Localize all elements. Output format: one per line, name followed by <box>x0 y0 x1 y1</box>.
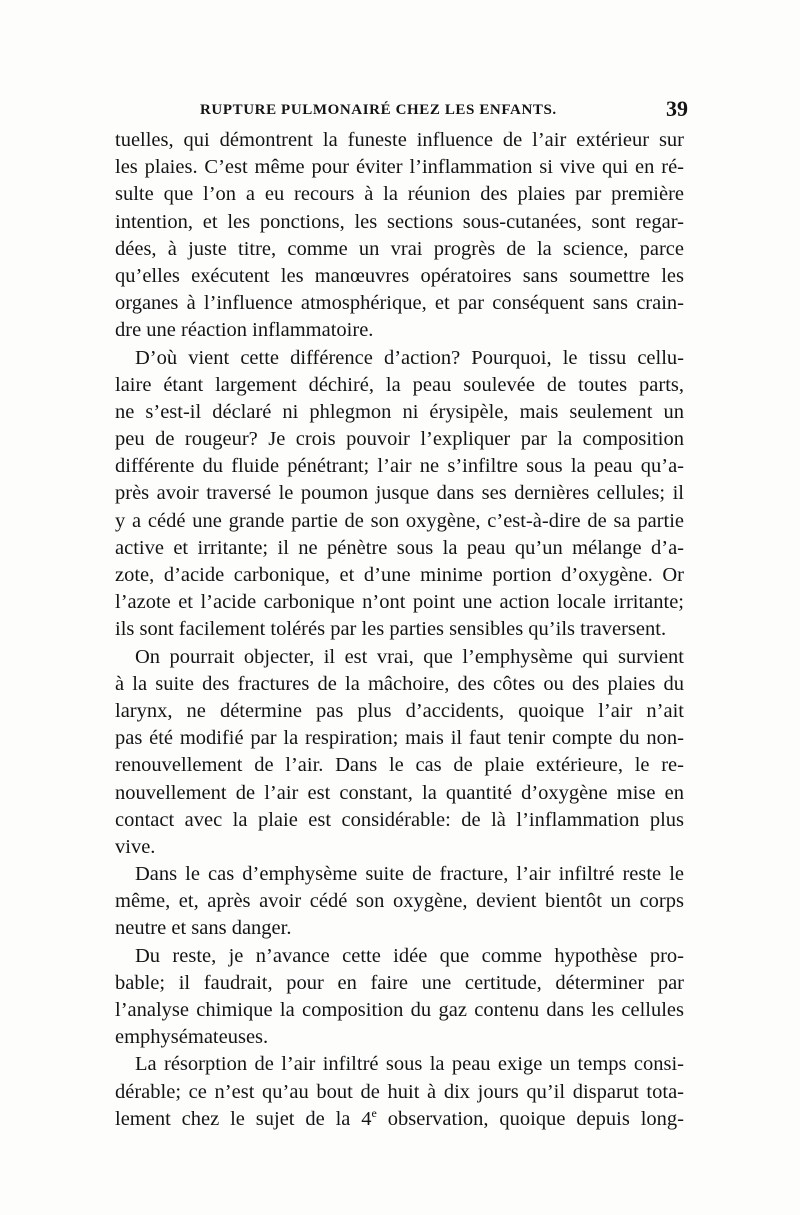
text-line: dées, à juste titre, comme un vrai progrès de la science, parce <box>115 237 684 260</box>
text-line: active et irritante; il ne pénètre sous la peau qu’un mélange d’a- <box>115 536 684 559</box>
text-line: l’azote et l’acide carbonique n’ont point une action locale irritante; <box>115 591 684 614</box>
text-line: contact avec la plaie est considérable: de là l’inflammation plus <box>115 808 684 831</box>
text-line: différente du fluide pénétrant; l’air ne s’infiltre sous la peau qu’a- <box>115 455 684 478</box>
paragraph-start-line: On pourrait objecter, il est vrai, que l’emphysème qui survient <box>135 645 684 668</box>
text-line: larynx, ne détermine pas plus d’accidents, quoique l’air n’ait <box>115 699 684 722</box>
text-line: y a cédé une grande partie de son oxygène, c’est-à-dire de sa partie <box>115 509 684 532</box>
text-line: zote, d’acide carbonique, et d’une minime portion d’oxygène. Or <box>115 564 684 586</box>
paragraph-start-line: D’où vient cette différence d’action? Pourquoi, le tissu cellu- <box>135 346 684 369</box>
text-line: sulte que l’on a eu recours à la réunion des plaies par première <box>115 183 684 206</box>
text-fragment: observation, quoique depuis long- <box>376 1107 684 1130</box>
body-text <box>115 127 684 1133</box>
text-line: renouvellement de l’air. Dans le cas de plaie extérieure, le re- <box>115 754 684 777</box>
paragraph-start-line: La résorption de l’air infiltré sous la peau exige un temps consi- <box>135 1053 684 1076</box>
text-line: bable; il faudrait, pour en faire une certitude, déterminer par <box>115 971 684 994</box>
text-line: nouvellement de l’air est constant, la quantité d’oxygène mise en <box>115 781 684 804</box>
text-line: ils sont facilement tolérés par les parties sensibles qu’ils traversent. <box>115 618 667 641</box>
page-number: 39 <box>666 96 688 121</box>
text-line: peu de rougeur? Je crois pouvoir l’expliquer par la composition <box>115 428 684 451</box>
text-line <box>115 1106 684 1133</box>
text-line: organes à l’influence atmosphérique, et par conséquent sans crain- <box>115 292 684 315</box>
paragraph-start-line: Du reste, je n’avance cette idée que comme hypothèse pro- <box>135 944 684 967</box>
text-line: laire étant largement déchiré, la peau soulevée de toutes parts, <box>115 373 684 396</box>
running-title: RUPTURE PULMONAIRÉ CHEZ LES ENFANTS. <box>200 102 557 118</box>
text-line: intention, et les ponctions, les sections sous-cutanées, sont regar- <box>115 210 684 233</box>
text-line: emphysémateuses. <box>115 1026 269 1049</box>
text-line: dérable; ce n’est qu’au bout de huit à dix jours qu’il disparut tota- <box>115 1080 684 1103</box>
text-line: près avoir traversé le poumon jusque dans ses dernières cellules; il <box>115 482 684 505</box>
text-line: neutre et sans danger. <box>115 917 292 940</box>
text-line: l’analyse chimique la composition du gaz contenu dans les cellules <box>115 999 684 1021</box>
ordinal-superscript: e <box>371 1105 377 1120</box>
text-line: ne s’est-il déclaré ni phlegmon ni érysipèle, mais seulement un <box>115 400 684 423</box>
text-line: qu’elles exécutent les manœuvres opératoires sans soumettre les <box>115 264 684 287</box>
text-line: même, et, après avoir cédé son oxygène, devient bientôt un corps <box>115 890 684 913</box>
page-header <box>115 96 688 126</box>
paragraph-start-line: Dans le cas d’emphysème suite de fracture, l’air infiltré reste le <box>135 863 684 886</box>
text-line: pas été modifié par la respiration; mais il faut tenir compte du non- <box>115 727 684 750</box>
text-fragment: lement chez le sujet de la 4 <box>115 1107 372 1130</box>
text-line: à la suite des fractures de la mâchoire, des côtes ou des plaies du <box>115 672 684 695</box>
text-line: dre une réaction inflammatoire. <box>115 319 374 342</box>
text-line: vive. <box>115 835 156 858</box>
text-line: les plaies. C’est même pour éviter l’inflammation si vive qui en ré- <box>115 156 684 179</box>
text-line: tuelles, qui démontrent la funeste influence de l’air extérieur sur <box>115 129 684 151</box>
